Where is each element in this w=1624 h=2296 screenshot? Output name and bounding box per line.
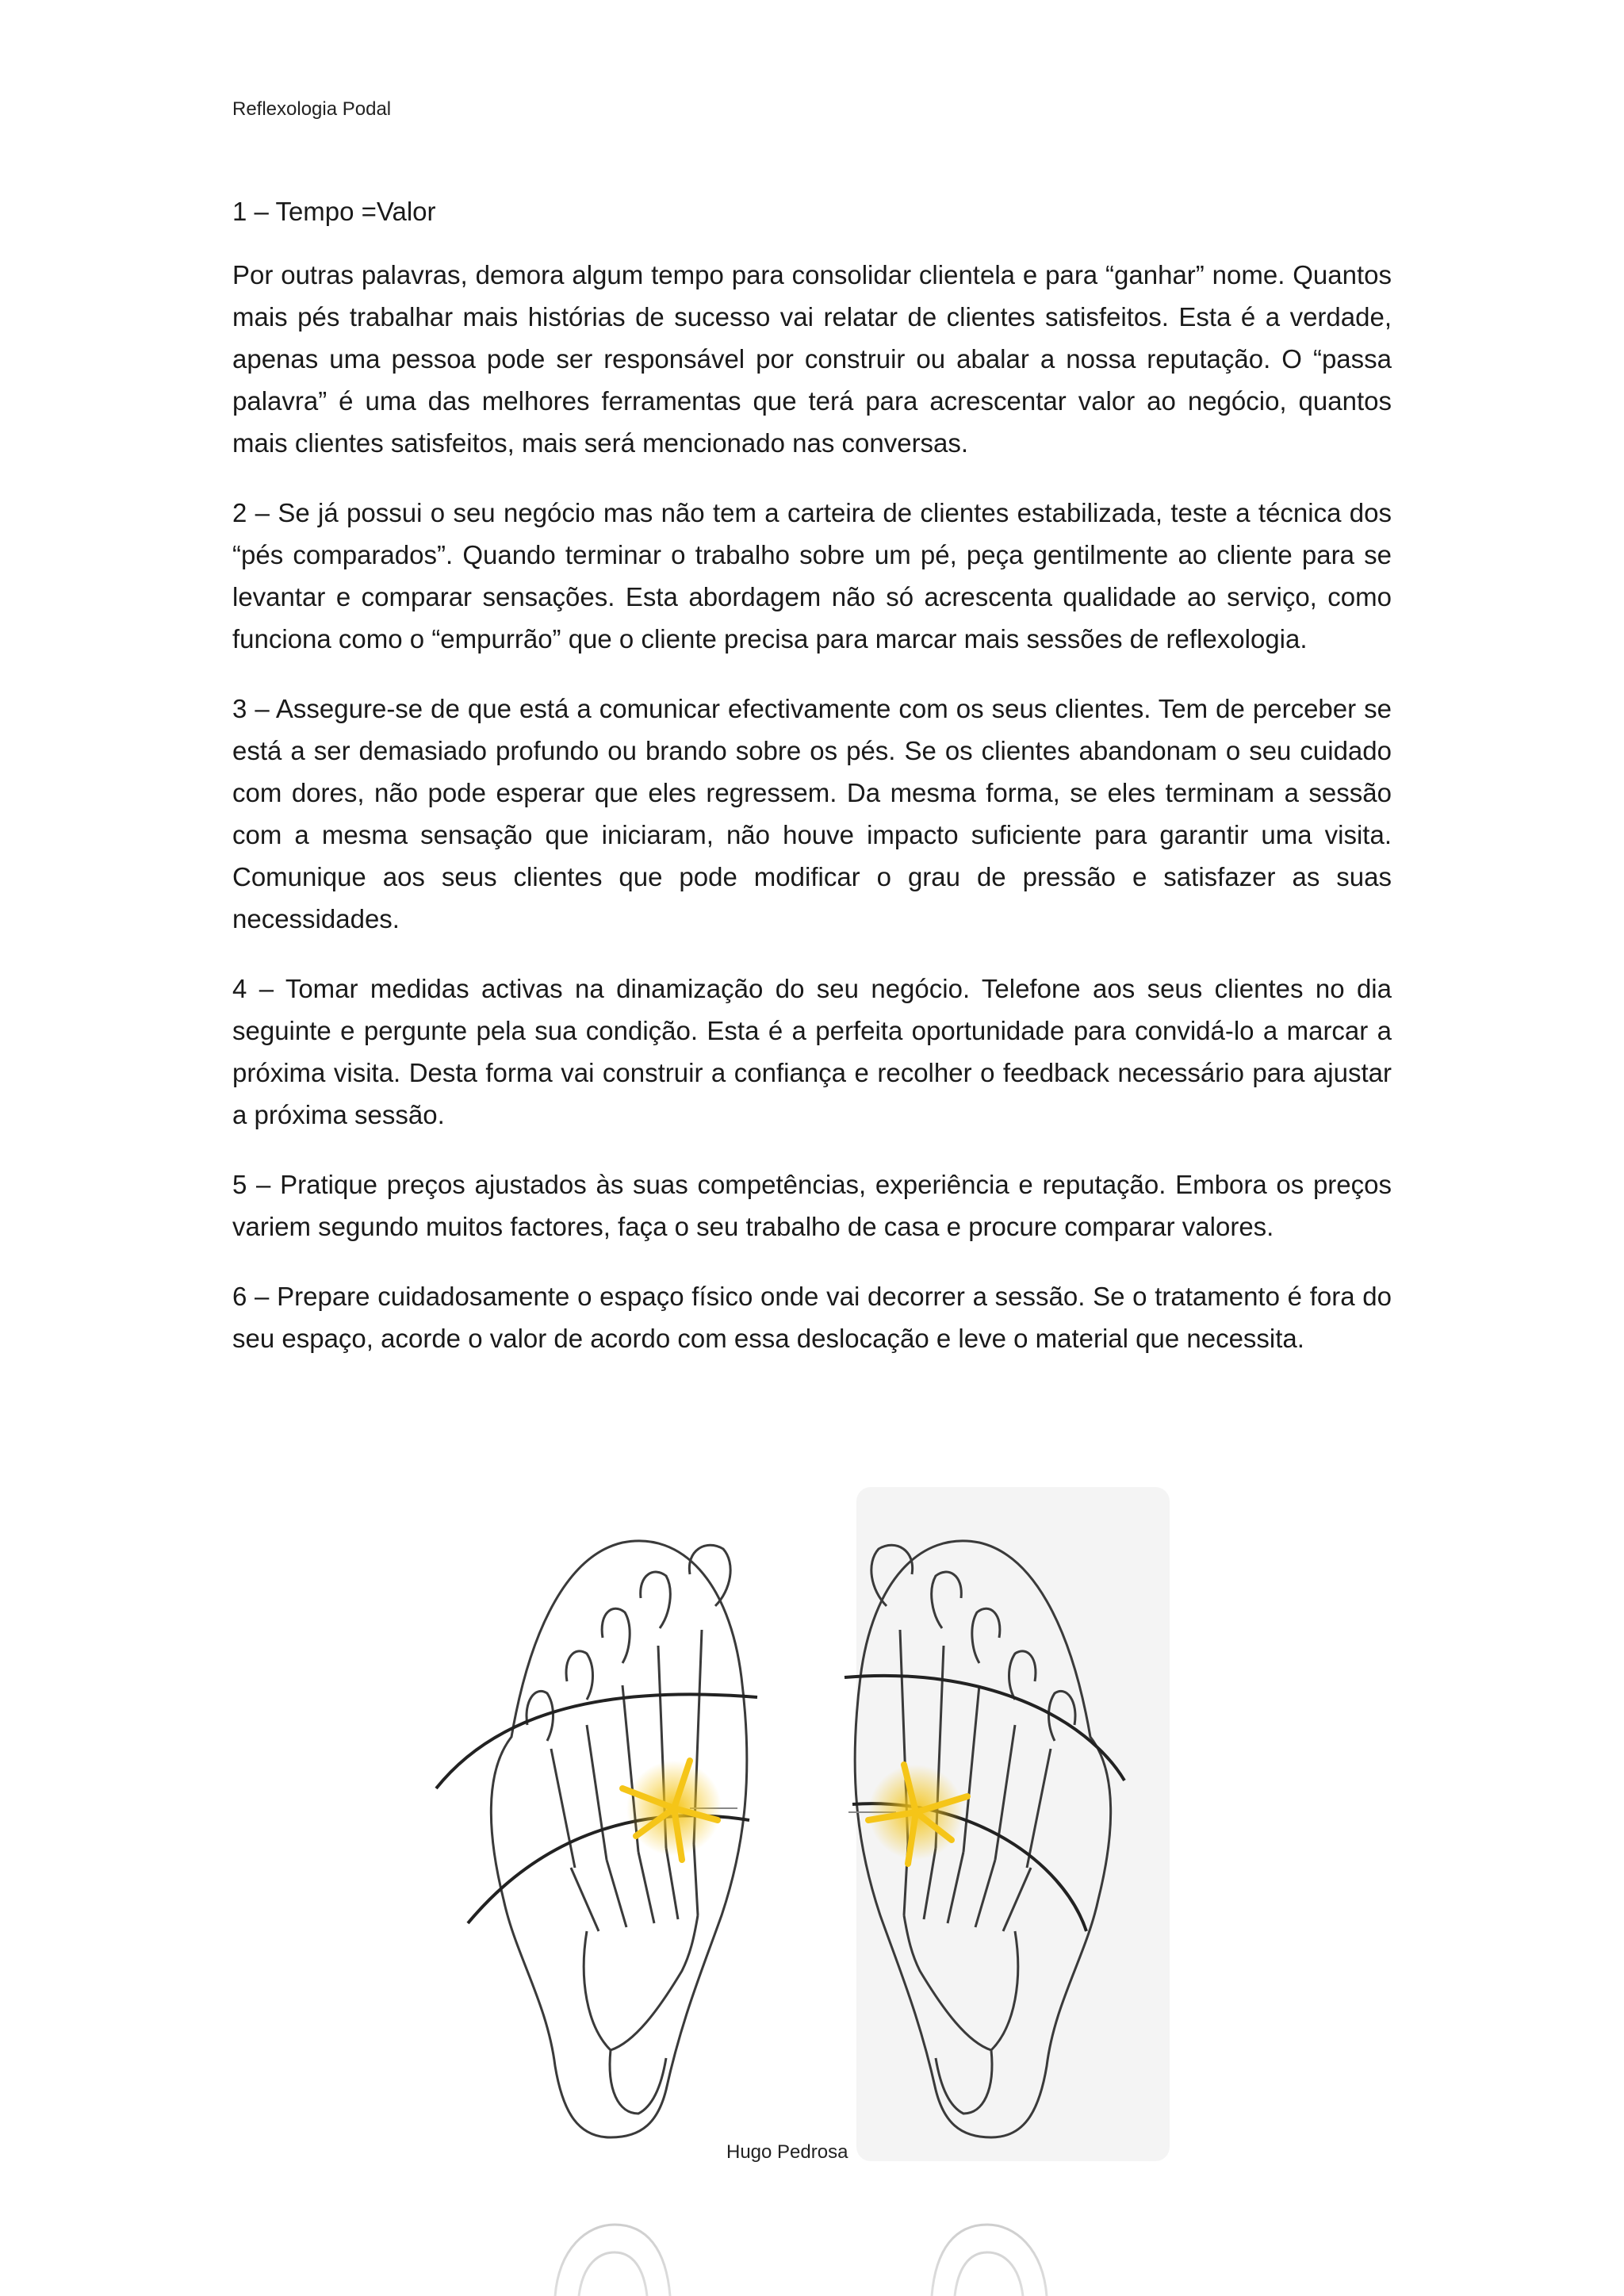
feet-skeleton-drawing: [428, 1487, 1174, 2296]
document-body: [232, 190, 1392, 1387]
section-heading: 1 – Tempo =Valor: [232, 197, 436, 226]
paragraph-4: 4 – Tomar medidas activas na dinamização do seu negócio. Telefone aos seus clientes no dia seguinte e pergunte pela sua condição. Esta é a perfeita oportunidade para convidá-lo a marcar a próxima visita. Desta forma vai construir a confiança e recolher o feedback necessário para ajustar a próxima sessão.: [232, 974, 1392, 1129]
running-header: Reflexologia Podal: [232, 98, 392, 120]
left-foot-upper-zone-line: [436, 1694, 757, 1788]
paragraph-5: 5 – Pratique preços ajustados às suas competências, experiência e reputação. Embora os preços variem segundo muitos factores, faça o seu trabalho de casa e procure comparar valores.: [232, 1170, 1392, 1241]
paragraph-6: 6 – Prepare cuidadosamente o espaço físico onde vai decorrer a sessão. Se o tratamento é fora do seu espaço, acorde o valor de acordo com essa deslocação e leve o material que necessita.: [232, 1282, 1392, 1353]
paragraph-2: 2 – Se já possui o seu negócio mas não tem a carteira de clientes estabilizada, teste a técnica dos “pés comparados”. Quando terminar o trabalho sobre um pé, peça gentilmente ao cliente para se levantar e comparar sensações. Esta abordagem não só acrescenta qualidade ao serviço, como funciona como o “empurrão” que o cliente precisa para marcar mais sessões de reflexologia.: [232, 498, 1392, 654]
paragraph-3: 3 – Assegure-se de que está a comunicar efectivamente com os seus clientes. Tem de perceber se está a ser demasiado profundo ou brando sobre os pés. Se os clientes abandonam o seu cuidado com dores, não pode esperar que eles regressem. Da mesma forma, se eles terminam a sessão com a mesma sensação que iniciaram, não houve impacto suficiente para garantir uma visita. Comunique aos seus clientes que pode modificar o grau de pressão e satisfazer as suas necessidades.: [232, 694, 1392, 933]
feet-reflexology-illustration: [428, 1487, 1174, 2296]
figure-caption: Hugo Pedrosa: [726, 2141, 848, 2163]
paragraph-1: Por outras palavras, demora algum tempo para consolidar clientela e para “ganhar” nome. Quantos mais pés trabalhar mais histórias de sucesso vai relatar de clientes satisfeitos. Esta é a verdade, apenas uma pessoa pode ser responsável por construir ou abalar a nossa reputação. O “passa palavra” é uma das melhores ferramentas que terá para acrescentar valor ao negócio, quantos mais clientes satisfeitos, mais será mencionado nas conversas.: [232, 260, 1392, 458]
